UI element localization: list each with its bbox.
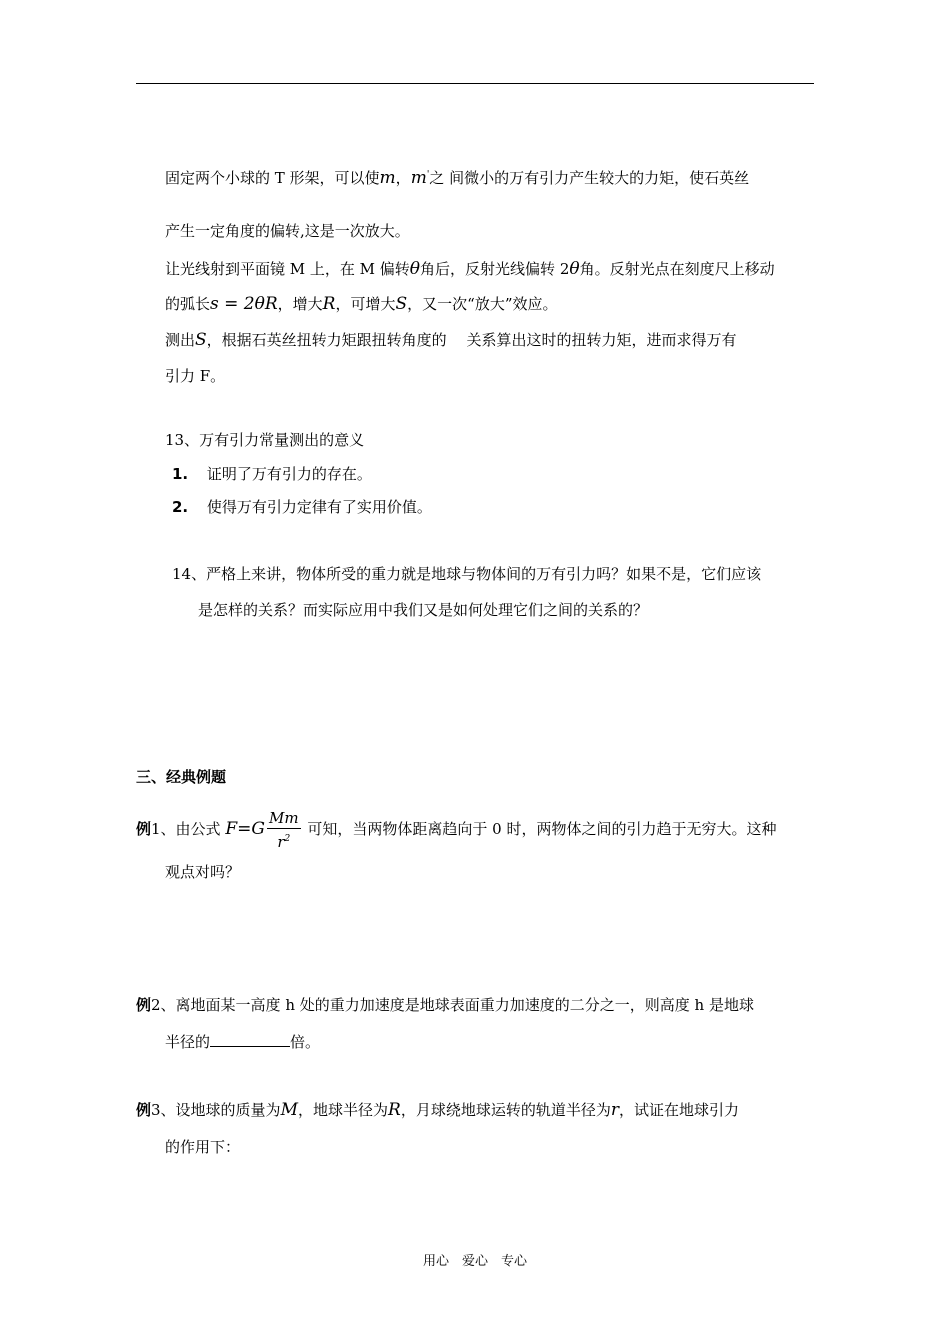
symbol-theta: θ [409, 259, 421, 279]
text: 角后，反射光线偏转 2 [420, 260, 570, 278]
q13-item-1 [172, 464, 372, 484]
list-number: 1. [172, 465, 189, 483]
text: ，增大 [277, 295, 323, 313]
text: 半径的 [165, 1033, 211, 1051]
text: 的弧长 [165, 295, 211, 313]
para-line-3 [165, 259, 775, 279]
fraction-numerator: Mm [268, 809, 299, 827]
symbol-G: G [251, 819, 265, 839]
example-label: 例 [136, 1101, 152, 1119]
para-line-5 [165, 330, 736, 350]
q13-title: 13、万有引力常量测出的意义 [165, 431, 365, 449]
para-line-1 [165, 165, 749, 188]
symbol-S: S [395, 294, 408, 314]
equals-sign: = [237, 819, 252, 839]
example-3-line-1 [136, 1100, 739, 1120]
text: ，根据石英丝扭转力矩跟扭转角度的 关系算出这时的扭转力矩，进而求得万有 [206, 331, 737, 349]
symbol-F: F [225, 819, 238, 839]
prime-mark: ' [426, 170, 430, 180]
q13-item-2 [172, 497, 432, 517]
symbol-m-prime: m [410, 168, 427, 188]
text: 之 间微小的万有引力产生较大的力矩，使石英丝 [429, 169, 750, 187]
list-text: 证明了万有引力的存在。 [206, 465, 372, 483]
text: 测出 [165, 331, 196, 349]
fraction-Mm-over-r2 [267, 808, 301, 852]
exponent: 2 [284, 834, 291, 844]
example-label: 例 [136, 820, 152, 838]
text: ，月球绕地球运转的轨道半径为 [400, 1101, 611, 1119]
symbol-r: r [277, 833, 285, 851]
q14-line-1: 14、严格上来讲，物体所受的重力就是地球与物体间的万有引力吗？如果不是，它们应该 [172, 565, 762, 583]
text: 角。反射光点在刻度尺上移动 [579, 260, 775, 278]
para-line-4 [165, 294, 558, 314]
example-2-line-2 [165, 1032, 320, 1052]
q14-line-2: 是怎样的关系？而实际应用中我们又是如何处理它们之间的关系的？ [198, 601, 649, 619]
page-footer: 用心 爱心 专心 [422, 1254, 527, 1269]
symbol-theta: θ [569, 259, 580, 279]
answer-blank [210, 1032, 290, 1047]
example-1-line-2: 观点对吗？ [165, 863, 241, 881]
text: 固定两个小球的 T 形架，可以使 [165, 169, 380, 187]
text: 1、由公式 [151, 820, 221, 838]
symbol-m: m [379, 168, 396, 188]
example-1-line-1 [136, 808, 776, 852]
example-label: 例 [136, 996, 152, 1014]
symbol-r: r [610, 1100, 619, 1120]
symbol-R: R [388, 1100, 401, 1120]
symbol-R: R [322, 294, 336, 314]
symbol-S: S [195, 330, 207, 350]
header-rule [136, 83, 814, 84]
text: ，试证在地球引力 [618, 1101, 739, 1119]
text: 让光线射到平面镜 M 上，在 M 偏转 [165, 260, 410, 278]
equation-arc-length: s = 2θR [210, 294, 278, 314]
text: ，可增大 [335, 295, 396, 313]
text: 倍。 [290, 1033, 321, 1051]
text: 2、离地面某一高度 h 处的重力加速度是地球表面重力加速度的二分之一，则高度 h 是地球 [151, 996, 754, 1014]
section-heading: 三、经典例题 [136, 768, 227, 786]
list-number: 2. [172, 498, 189, 516]
text: ，又一次“放大”效应。 [407, 295, 558, 313]
text: 3、设地球的质量为 [151, 1101, 281, 1119]
para-line-2: 产生一定角度的偏转,这是一次放大。 [165, 222, 410, 240]
para-line-6: 引力 F。 [165, 367, 226, 385]
symbol-M: M [280, 1100, 298, 1120]
text: ，地球半径为 [297, 1101, 388, 1119]
text: 可知，当两物体距离趋向于 0 时，两物体之间的引力趋于无穷大。这种 [307, 820, 777, 838]
text: ， [395, 169, 411, 187]
fraction-denominator [267, 829, 301, 852]
example-2-line-1 [136, 995, 754, 1015]
list-text: 使得万有引力定律有了实用价值。 [206, 498, 432, 516]
example-3-line-2: 的作用下： [165, 1138, 241, 1156]
